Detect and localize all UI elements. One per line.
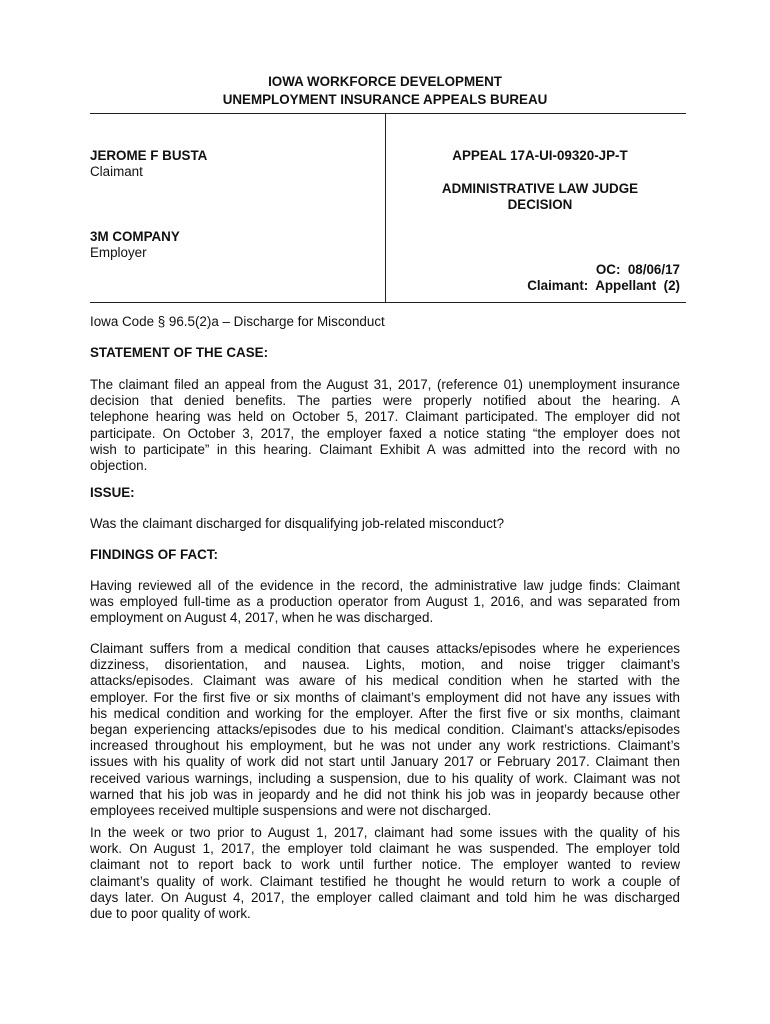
caption-bottom-rule [90, 302, 686, 303]
findings-line: work. On August 1, 2017, the employer told claimant he was suspended. The employer told [90, 841, 680, 857]
findings-line: was employed full-time as a production operator from August 1, 2016, and was separated from [90, 594, 680, 610]
findings-line: received various warnings, including a suspension, due to his quality of work. Claimant was not [90, 770, 680, 786]
findings-line: employment on August 4, 2017, when he was discharged. [90, 610, 434, 626]
findings-line: due to poor quality of work. [90, 906, 251, 922]
claimant-role: Claimant [90, 164, 143, 179]
findings-line: began experiencing attacks/episodes due to his medical condition. Claimant’s attacks/episodes [90, 722, 680, 738]
bureau-name: UNEMPLOYMENT INSURANCE APPEALS BUREAU [222, 92, 548, 107]
findings-paragraph-2 [90, 641, 680, 819]
findings-paragraph-1 [90, 578, 680, 627]
employer-role: Employer [90, 245, 147, 260]
findings-line: days later. On August 4, 2017, the employer called claimant and told him he was discharged [90, 889, 680, 905]
issue-text: Was the claimant discharged for disqualifying job-related misconduct? [90, 516, 505, 531]
employer-name: 3M COMPANY [90, 229, 180, 244]
statement-line: participate. On October 3, 2017, the employer faxed a notice stating “the employer does not [90, 425, 680, 441]
findings-line: claimant not to report back to work until further notice. The employer wanted to review [90, 857, 680, 873]
findings-heading: FINDINGS OF FACT: [90, 547, 218, 562]
caption-top-rule [90, 113, 686, 114]
findings-line: issues with his quality of work did not start until January 2017 or February 2017. Claimant then [90, 754, 680, 770]
statement-heading: STATEMENT OF THE CASE: [90, 345, 269, 360]
findings-line: attacks/episodes. Claimant was aware of his medical condition when he started with the [90, 673, 680, 689]
findings-line: employees received multiple suspensions and were not discharged. [90, 803, 492, 819]
statement-line: objection. [90, 458, 148, 474]
findings-line: dizziness, disorientation, and nausea. Lights, motion, and noise trigger claimant’s [90, 657, 680, 673]
findings-line: his medical condition and working for the employer. After the first five or six months, claimant [90, 705, 680, 721]
decision-subtitle: DECISION [507, 197, 573, 212]
statement-line: The claimant filed an appeal from the August 31, 2017, (reference 01) unemployment insurance [90, 377, 680, 392]
agency-name: IOWA WORKFORCE DEVELOPMENT [268, 74, 502, 89]
findings-line: Having reviewed all of the evidence in the record, the administrative law judge finds: Claimant [90, 578, 680, 593]
statement-line: telephone hearing was held on October 5, 2017. Claimant participated. The employer did not [90, 409, 680, 425]
issue-heading: ISSUE: [90, 485, 135, 500]
findings-line: warned that his job was in jeopardy and he did not think his job was in jeopardy because other [90, 786, 680, 802]
findings-line: claimant’s quality of work. Claimant testified he thought he would return to work a couple of [90, 873, 680, 889]
findings-line: Claimant suffers from a medical condition that causes attacks/episodes where he experiences [90, 641, 680, 656]
statement-paragraph [90, 377, 680, 474]
appeal-number: APPEAL 17A-UI-09320-JP-T [452, 148, 628, 163]
statement-line: decision that denied benefits. The parties were properly notified about the hearing. A [90, 393, 680, 409]
statement-line: wish to participate” in this hearing. Claimant Exhibit A was admitted into the record with no [90, 441, 680, 457]
findings-paragraph-3 [90, 825, 680, 922]
decision-title: ADMINISTRATIVE LAW JUDGE [441, 181, 639, 196]
findings-line: In the week or two prior to August 1, 2017, claimant had some issues with the quality of his [90, 825, 680, 840]
code-reference: Iowa Code § 96.5(2)a – Discharge for Misconduct [90, 314, 385, 329]
findings-line: employer. For the first five or six months of claimant’s employment did not have any issues with [90, 689, 680, 705]
caption-divider [385, 114, 386, 302]
oc-date: OC: 08/06/17 [595, 262, 680, 277]
claimant-status: Claimant: Appellant (2) [527, 278, 680, 293]
findings-line: increased throughout his employment, but he was not under any work restrictions. Claimant’s [90, 738, 680, 754]
claimant-name: JEROME F BUSTA [90, 148, 208, 163]
